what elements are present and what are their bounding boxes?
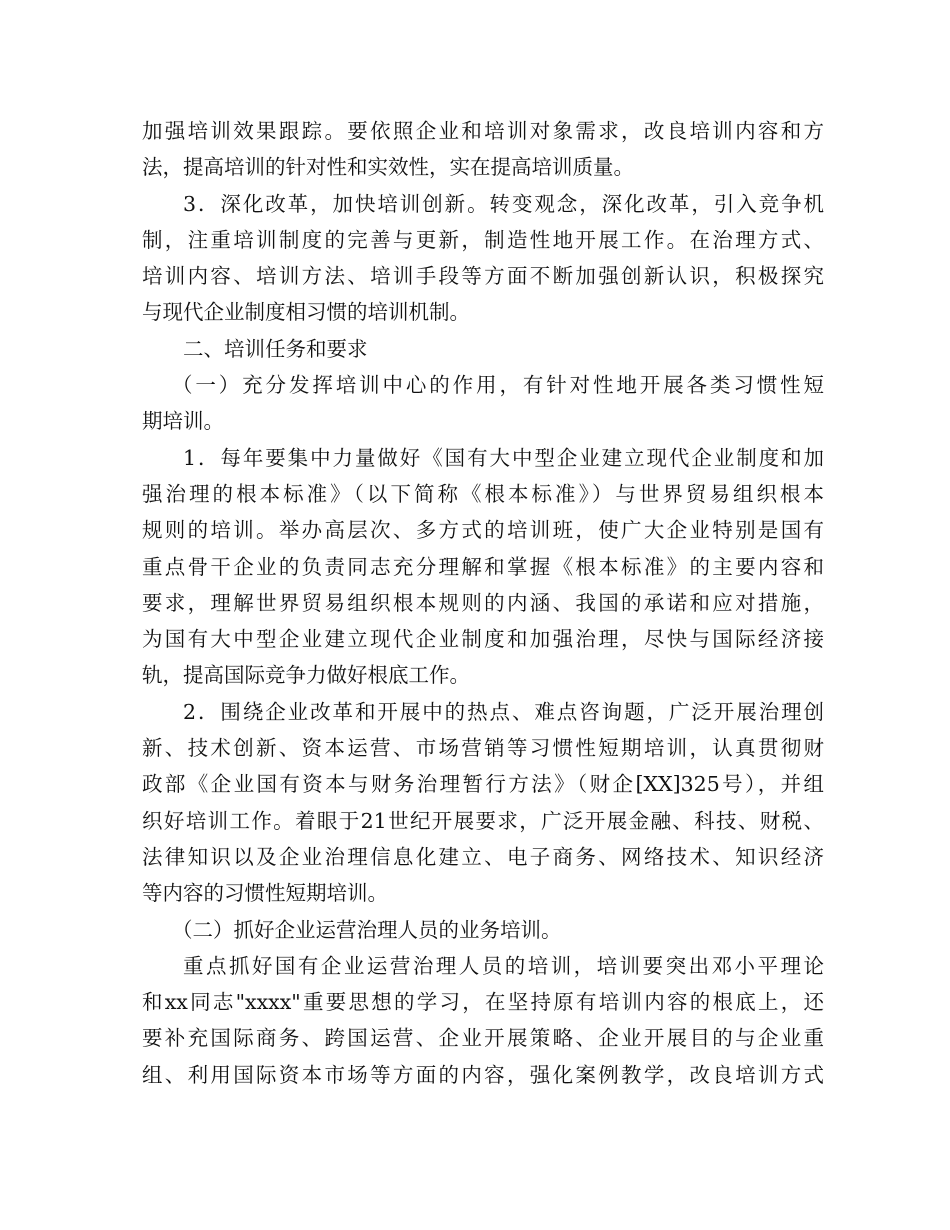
text-line: 培训内容、培训方法、培训手段等方面不断加强创新认识，积极探究 (142, 264, 824, 289)
text-line: 重点抓好国有企业运营治理人员的培训，培训要突出邓小平理论 (183, 953, 824, 978)
text-line: 重点骨干企业的负责同志充分理解和掌握《根本标准》的主要内容和 (142, 554, 824, 579)
text-line: 1．每年要集中力量做好《国有大中型企业建立现代企业制度和加 (183, 445, 824, 470)
text-line: 要补充国际商务、跨国运营、企业开展策略、企业开展目的与企业重 (142, 1026, 824, 1051)
text-line: 2．围绕企业改革和开展中的热点、难点咨询题，广泛开展治理创 (183, 699, 824, 724)
text-line: 强治理的根本标准》（以下简称《根本标准》）与世界贸易组织根本 (142, 481, 824, 506)
text-line: 轨，提高国际竞争力做好根底工作。 (142, 663, 470, 688)
text-line: 等内容的习惯性短期培训。 (142, 881, 388, 906)
text-line: 制，注重培训制度的完善与更新，制造性地开展工作。在治理方式、 (142, 227, 824, 252)
text-line: 法律知识以及企业治理信息化建立、电子商务、网络技术、知识经济 (142, 844, 824, 869)
section-heading: 二、培训任务和要求 (183, 336, 368, 361)
text-line: （一）充分发挥培训中心的作用，有针对性地开展各类习惯性短 (172, 373, 824, 398)
document-body (142, 113, 824, 1093)
text-line: 与现代企业制度相习惯的培训机制。 (142, 300, 470, 325)
text-line: 要求，理解世界贸易组织根本规则的内涵、我国的承诺和应对措施， (142, 590, 824, 615)
section-heading: （二）抓好企业运营治理人员的业务培训。 (172, 917, 562, 942)
text-line: 期培训。 (142, 409, 224, 434)
text-line: 加强培训效果跟踪。要依照企业和培训对象需求，改良培训内容和方 (142, 119, 824, 143)
text-line: 织好培训工作。着眼于21世纪开展要求，广泛开展金融、科技、财税、 (142, 808, 824, 833)
text-line: 政部《企业国有资本与财务治理暂行方法》（财企[XX]325号），并组 (142, 772, 824, 797)
text-line: 组、利用国际资本市场等方面的内容，强化案例教学，改良培训方式 (142, 1062, 824, 1087)
text-line: 为国有大中型企业建立现代企业制度和加强治理，尽快与国际经济接 (142, 627, 824, 652)
text-line: 新、技术创新、资本运营、市场营销等习惯性短期培训，认真贯彻财 (142, 736, 824, 761)
text-line: 3．深化改革，加快培训创新。转变观念，深化改革，引入竞争机 (183, 191, 824, 216)
text-line: 规则的培训。举办高层次、多方式的培训班，使广大企业特别是国有 (142, 518, 824, 543)
text-line: 法，提高培训的针对性和实效性，实在提高培训质量。 (142, 155, 634, 180)
text-line: 和xx同志"xxxx"重要思想的学习，在坚持原有培训内容的根底上，还 (142, 990, 824, 1015)
